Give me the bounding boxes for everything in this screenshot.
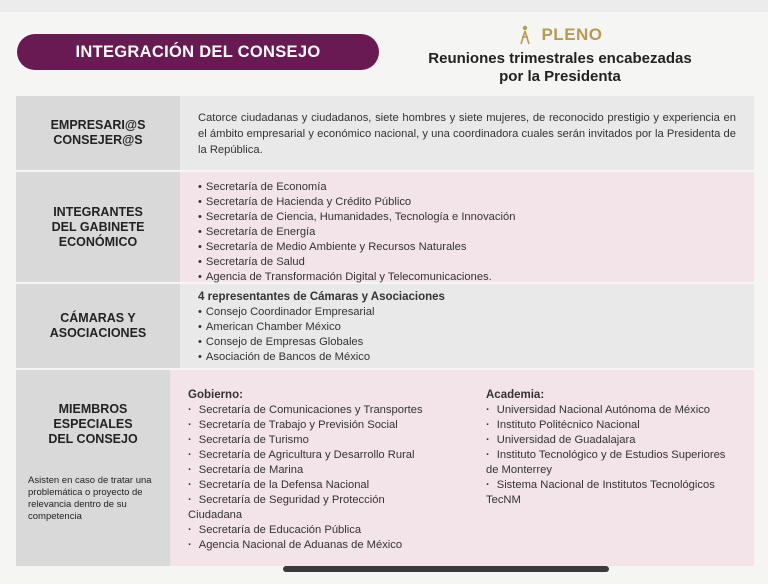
chambers-list (198, 305, 736, 365)
row-label: INTEGRANTES DEL GABINETE ECONÓMICO (16, 172, 180, 284)
academia-list (486, 403, 736, 508)
top-status-bar (0, 0, 768, 12)
pleno-subtitle-line1: Reuniones trimestrales encabezadas (428, 50, 692, 67)
row-label: EMPRESARI@S CONSEJER@S (16, 96, 180, 172)
list-item: · Universidad de Guadalajara (486, 433, 736, 448)
list-item: • Secretaría de Salud (198, 255, 736, 270)
list-item: • Secretaría de Ciencia, Humanidades, Tecnología e Innovación (198, 210, 736, 225)
list-item: • Agencia de Transformación Digital y Telecomunicaciones. (198, 270, 736, 285)
page-title: INTEGRACIÓN DEL CONSEJO (17, 34, 379, 70)
list-item: · Secretaría de la Defensa Nacional (188, 478, 458, 493)
academia-heading: Academia: (486, 389, 545, 401)
pleno-logo-icon (517, 24, 533, 46)
row-content (180, 172, 754, 284)
list-item: · Secretaría de Trabajo y Previsión Social (188, 418, 458, 433)
gobierno-column (188, 388, 458, 553)
pleno-subtitle-line2: por la Presidenta (499, 68, 621, 85)
list-item: · Secretaría de Agricultura y Desarrollo Rural (188, 448, 458, 463)
list-item: · Instituto Politécnico Nacional (486, 418, 736, 433)
list-item: · Agencia Nacional de Aduanas de México (188, 538, 458, 553)
list-item: · Secretaría de Comunicaciones y Transportes (188, 403, 458, 418)
list-item: • Asociación de Bancos de México (198, 350, 736, 365)
table-row (16, 284, 754, 370)
pleno-label: PLENO (541, 25, 603, 44)
list-item: • Secretaría de Hacienda y Crédito Público (198, 195, 736, 210)
chambers-heading: 4 representantes de Cámaras y Asociaciones (198, 291, 445, 303)
table-row (16, 370, 754, 568)
academia-column (486, 388, 736, 553)
pleno-header (400, 24, 720, 86)
row-label: CÁMARAS Y ASOCIACIONES (16, 284, 180, 370)
description-text: Catorce ciudadanas y ciudadanos, siete hombres y siete mujeres, de reconocido prestigio y experiencia en el ámbito empresarial y económico nacional, y una coordinadora cuales serán invitados por la Presidenta de la República. (198, 112, 736, 156)
row-content (170, 370, 754, 568)
list-item: • Consejo Coordinador Empresarial (198, 305, 736, 320)
row-content (180, 284, 754, 370)
list-item: · Secretaría de Educación Pública (188, 523, 458, 538)
list-item: • Secretaría de Economía (198, 180, 736, 195)
gobierno-heading: Gobierno: (188, 389, 243, 401)
attendance-note: Asisten en caso de tratar una problemática o proyecto de relevancia dentro de su competencia (28, 475, 152, 522)
table-row (16, 96, 754, 172)
horizontal-scrollbar[interactable] (283, 566, 609, 572)
row-label: MIEMBROS ESPECIALES DEL CONSEJO Asisten en caso de tratar una problemática o proyecto de relevancia dentro de su competencia (16, 370, 170, 568)
special-members-columns (188, 370, 736, 553)
gobierno-list (188, 403, 458, 553)
list-item: • Consejo de Empresas Globales (198, 335, 736, 350)
list-item: · Secretaría de Seguridad y Protección Ciudadana (188, 493, 408, 523)
list-item: • American Chamber México (198, 320, 736, 335)
cabinet-list (198, 172, 736, 285)
list-item: • Secretaría de Medio Ambiente y Recursos Naturales (198, 240, 736, 255)
list-item: · Secretaría de Turismo (188, 433, 458, 448)
list-item: · Instituto Tecnológico y de Estudios Superiores de Monterrey (486, 448, 736, 478)
table-row (16, 172, 754, 284)
row-content (180, 96, 754, 172)
list-item: • Secretaría de Energía (198, 225, 736, 240)
list-item: · Sistema Nacional de Institutos Tecnológicos TecNM (486, 478, 736, 508)
list-item: · Secretaría de Marina (188, 463, 458, 478)
list-item: · Universidad Nacional Autónoma de México (486, 403, 736, 418)
